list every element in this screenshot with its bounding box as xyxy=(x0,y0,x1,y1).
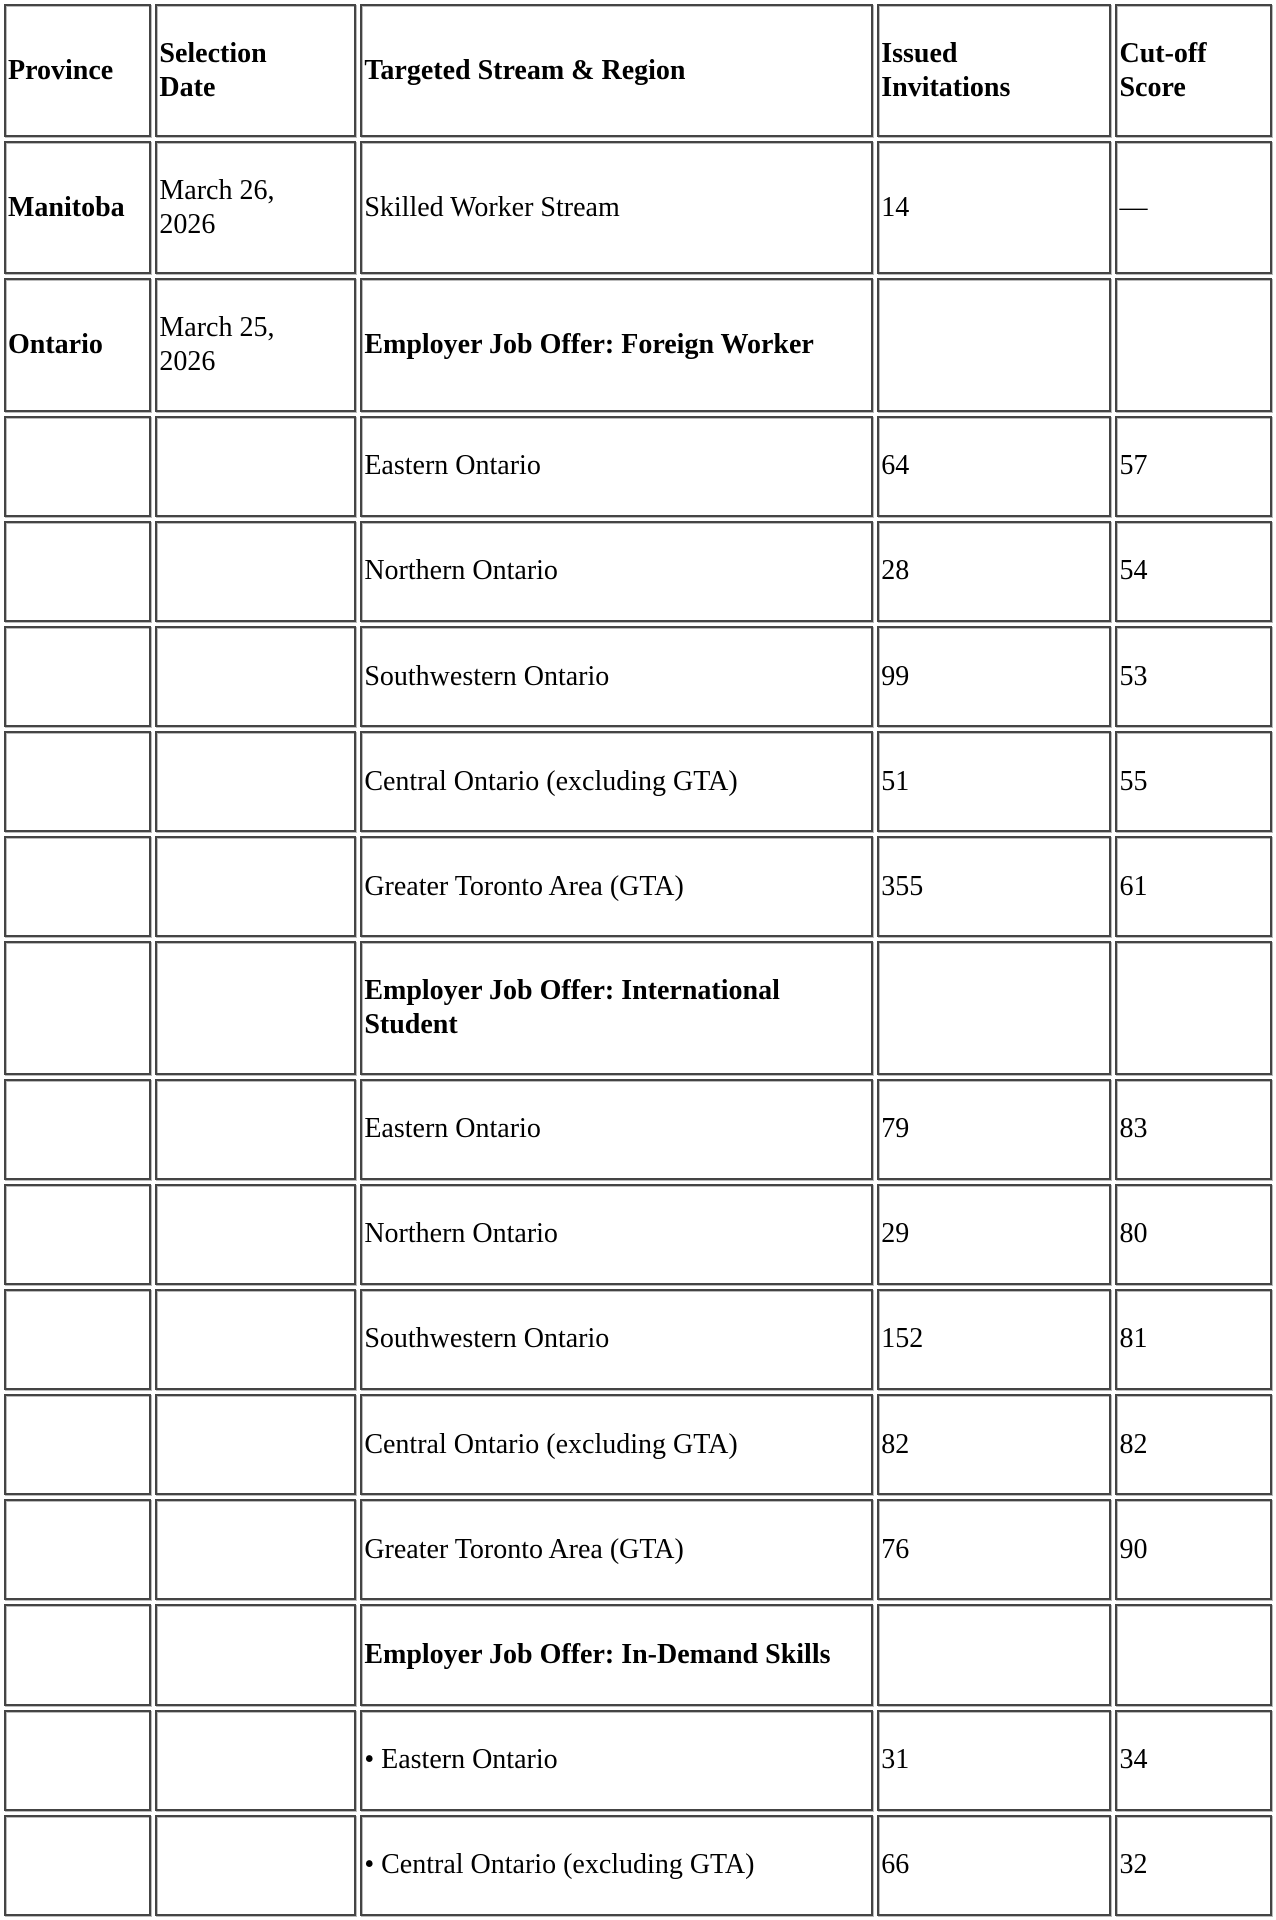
stream-title-cell: Employer Job Offer: Foreign Worker xyxy=(360,278,873,411)
cutoff-cell: 34 xyxy=(1115,1710,1272,1811)
header-province: Province xyxy=(4,4,151,137)
cutoff-cell: 54 xyxy=(1115,521,1272,622)
region-cell: Greater Toronto Area (GTA) xyxy=(360,836,873,937)
region-cell: Southwestern Ontario xyxy=(360,626,873,727)
issued-cell: 152 xyxy=(877,1289,1111,1390)
cutoff-cell: 81 xyxy=(1115,1289,1272,1390)
cutoff-cell: 82 xyxy=(1115,1394,1272,1495)
province-cell: Manitoba xyxy=(4,141,151,274)
cutoff-cell: — xyxy=(1115,141,1272,274)
table-row xyxy=(4,1289,1272,1390)
issued-cell: 29 xyxy=(877,1184,1111,1285)
issued-cell xyxy=(877,941,1111,1074)
region-cell: Southwestern Ontario xyxy=(360,1289,873,1390)
region-cell: Central Ontario (excluding GTA) xyxy=(360,731,873,832)
cutoff-cell xyxy=(1115,941,1272,1074)
region-cell: Eastern Ontario xyxy=(360,416,873,517)
table-row xyxy=(4,836,1272,937)
cutoff-cell: 55 xyxy=(1115,731,1272,832)
issued-cell: 31 xyxy=(877,1710,1111,1811)
issued-cell: 99 xyxy=(877,626,1111,727)
table-row xyxy=(4,416,1272,517)
issued-cell: 79 xyxy=(877,1079,1111,1180)
region-cell: Greater Toronto Area (GTA) xyxy=(360,1499,873,1600)
province-cell: Ontario xyxy=(4,278,151,411)
date-cell: March 25, 2026 xyxy=(155,278,356,411)
cutoff-cell: 90 xyxy=(1115,1499,1272,1600)
region-cell: Central Ontario (excluding GTA) xyxy=(360,1394,873,1495)
region-cell: Northern Ontario xyxy=(360,521,873,622)
cutoff-cell xyxy=(1115,278,1272,411)
cutoff-cell: 80 xyxy=(1115,1184,1272,1285)
table-row xyxy=(4,1815,1272,1916)
cutoff-cell: 57 xyxy=(1115,416,1272,517)
table-row xyxy=(4,521,1272,622)
table-row xyxy=(4,1079,1272,1180)
table-row xyxy=(4,1394,1272,1495)
cutoff-cell: 53 xyxy=(1115,626,1272,727)
table-row xyxy=(4,731,1272,832)
table-row xyxy=(4,626,1272,727)
region-cell: Northern Ontario xyxy=(360,1184,873,1285)
cutoff-cell: 61 xyxy=(1115,836,1272,937)
issued-cell: 28 xyxy=(877,521,1111,622)
stream-cell: Skilled Worker Stream xyxy=(360,141,873,274)
header-issued-invitations: Issued Invitations xyxy=(877,4,1111,137)
header-cutoff-score: Cut-off Score xyxy=(1115,4,1272,137)
cutoff-cell xyxy=(1115,1604,1272,1705)
region-cell: Eastern Ontario xyxy=(360,1079,873,1180)
stream-title-cell: Employer Job Offer: International Student xyxy=(360,941,873,1074)
table-row xyxy=(4,141,1272,274)
issued-cell xyxy=(877,1604,1111,1705)
table-row xyxy=(4,1710,1272,1811)
header-row xyxy=(4,4,1272,137)
issued-cell: 14 xyxy=(877,141,1111,274)
table-row xyxy=(4,941,1272,1074)
issued-cell: 51 xyxy=(877,731,1111,832)
issued-cell: 82 xyxy=(877,1394,1111,1495)
cutoff-cell: 83 xyxy=(1115,1079,1272,1180)
table-row xyxy=(4,1184,1272,1285)
cutoff-cell: 32 xyxy=(1115,1815,1272,1916)
issued-cell: 66 xyxy=(877,1815,1111,1916)
stream-title-cell: Employer Job Offer: In-Demand Skills xyxy=(360,1604,873,1705)
region-cell: • Central Ontario (excluding GTA) xyxy=(360,1815,873,1916)
region-cell: • Eastern Ontario xyxy=(360,1710,873,1811)
table-row xyxy=(4,1604,1272,1705)
header-selection-date: Selection Date xyxy=(155,4,356,137)
issued-cell: 64 xyxy=(877,416,1111,517)
issued-cell xyxy=(877,278,1111,411)
table-row xyxy=(4,1499,1272,1600)
header-stream-region: Targeted Stream & Region xyxy=(360,4,873,137)
date-cell: March 26, 2026 xyxy=(155,141,356,274)
table-row xyxy=(4,278,1272,411)
issued-cell: 76 xyxy=(877,1499,1111,1600)
issued-cell: 355 xyxy=(877,836,1111,937)
